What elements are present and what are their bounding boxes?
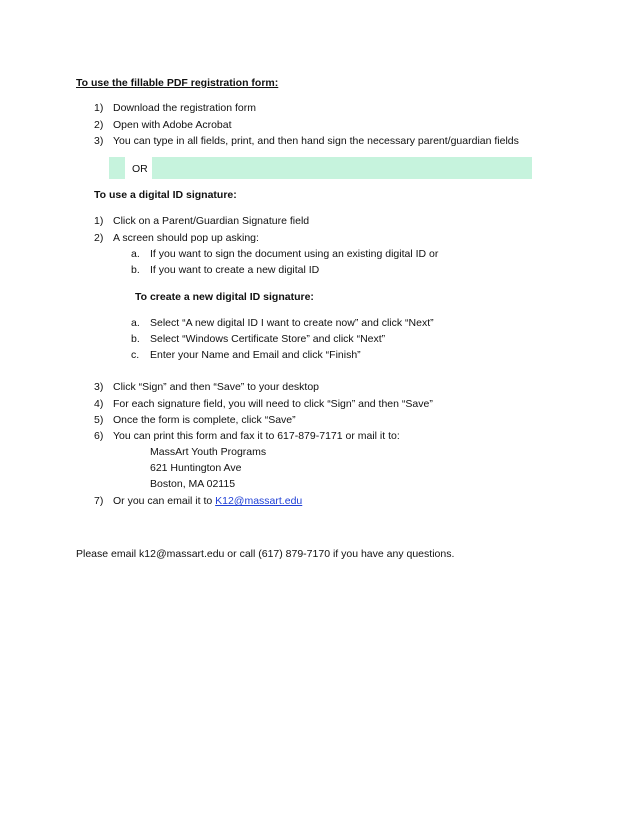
list-text — [113, 494, 302, 508]
address-line: Boston, MA 02115 — [150, 478, 236, 490]
list-text: You can print this form and fax it to 617-879-7171 or mail it to: — [113, 430, 400, 442]
list-letter: c. — [131, 349, 140, 361]
list-text: Click on a Parent/Guardian Signature field — [113, 215, 310, 227]
divider-band-left — [109, 157, 125, 179]
email-prompt: Or you can email it to — [113, 495, 216, 507]
list-number: 2) — [94, 232, 104, 244]
list-text: Click “Sign” and then “Save” to your desktop — [113, 381, 320, 393]
footer-contact: Please email k12@massart.edu or call (617) 879-7170 if you have any questions. — [76, 548, 455, 560]
list-number: 3) — [94, 135, 104, 147]
list-text: Select “Windows Certificate Store” and click “Next” — [150, 333, 386, 345]
list-text: Open with Adobe Acrobat — [113, 119, 232, 131]
or-label: OR — [132, 163, 148, 175]
list-text: Enter your Name and Email and click “Finish” — [150, 349, 361, 361]
list-letter: b. — [131, 333, 140, 345]
list-text: A screen should pop up asking: — [113, 232, 259, 244]
list-number: 2) — [94, 119, 104, 131]
digital-heading: To use a digital ID signature: — [94, 189, 237, 201]
address-line: 621 Huntington Ave — [150, 462, 242, 474]
divider-band-right — [152, 157, 532, 179]
address-line: MassArt Youth Programs — [150, 446, 267, 458]
list-text: Once the form is complete, click “Save” — [113, 414, 296, 426]
list-number: 6) — [94, 430, 104, 442]
list-number: 3) — [94, 381, 104, 393]
list-text: For each signature field, you will need to click “Sign” and then “Save” — [113, 398, 433, 410]
list-text: If you want to sign the document using an existing digital ID or — [150, 248, 439, 260]
list-number: 4) — [94, 398, 104, 410]
list-text: Download the registration form — [113, 102, 256, 114]
list-number: 7) — [94, 495, 104, 507]
email-link[interactable]: K12@massart.edu — [215, 495, 303, 507]
list-number: 1) — [94, 102, 104, 114]
create-heading: To create a new digital ID signature: — [135, 291, 314, 303]
list-number: 1) — [94, 215, 104, 227]
list-text: You can type in all fields, print, and then hand sign the necessary parent/guardian fields — [113, 135, 519, 147]
list-letter: b. — [131, 264, 140, 276]
list-letter: a. — [131, 248, 140, 260]
list-text: If you want to create a new digital ID — [150, 264, 320, 276]
list-letter: a. — [131, 317, 140, 329]
fillable-heading: To use the fillable PDF registration form: — [76, 77, 279, 89]
list-text: Select “A new digital ID I want to create now” and click “Next” — [150, 317, 434, 329]
list-number: 5) — [94, 414, 104, 426]
